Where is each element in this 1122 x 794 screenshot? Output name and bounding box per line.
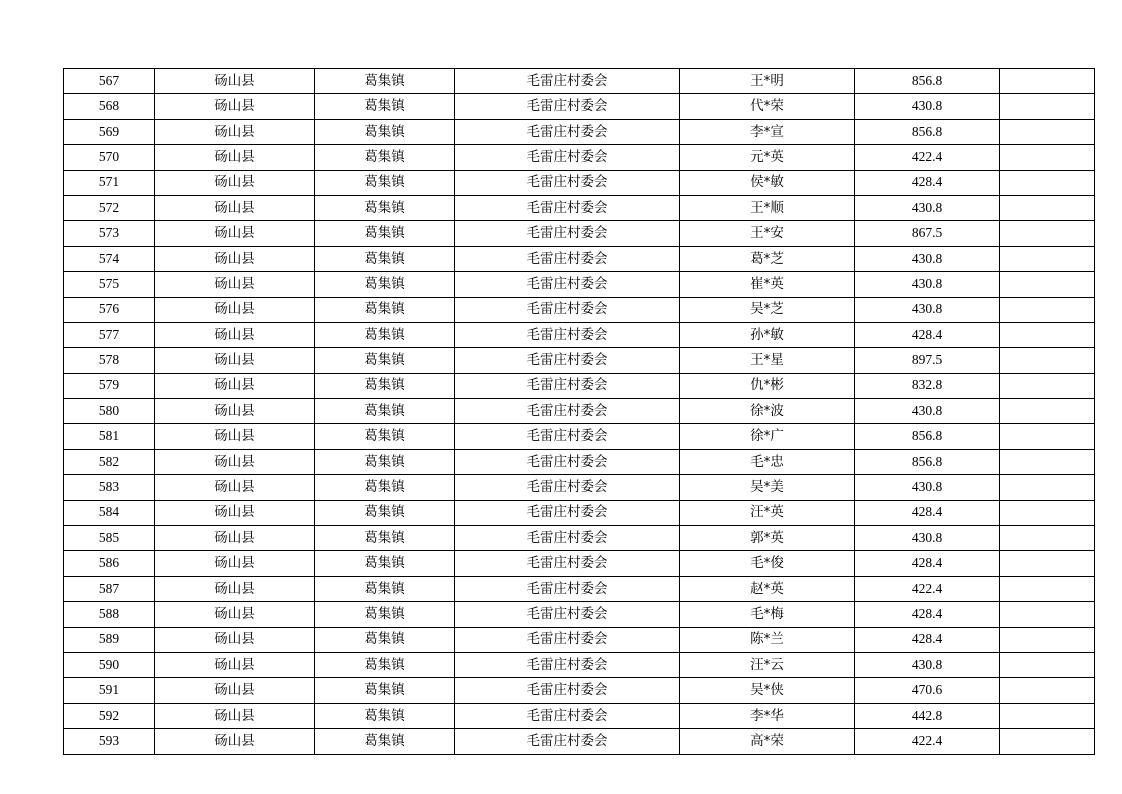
cell-sequence: 590: [64, 652, 155, 677]
cell-county: 砀山县: [155, 703, 315, 728]
cell-county: 砀山县: [155, 373, 315, 398]
cell-town: 葛集镇: [315, 145, 455, 170]
cell-name: 代*荣: [680, 94, 855, 119]
table-row: [64, 195, 1095, 220]
cell-amount: 430.8: [855, 94, 1000, 119]
cell-amount: 428.4: [855, 627, 1000, 652]
cell-county: 砀山县: [155, 424, 315, 449]
cell-county: 砀山县: [155, 94, 315, 119]
cell-county: 砀山县: [155, 221, 315, 246]
table-row: [64, 627, 1095, 652]
table-row: [64, 526, 1095, 551]
cell-sequence: 583: [64, 475, 155, 500]
cell-name: 郭*英: [680, 526, 855, 551]
cell-county: 砀山县: [155, 500, 315, 525]
cell-sequence: 589: [64, 627, 155, 652]
cell-town: 葛集镇: [315, 500, 455, 525]
cell-amount: 430.8: [855, 272, 1000, 297]
table-row: [64, 551, 1095, 576]
cell-village: 毛雷庄村委会: [455, 627, 680, 652]
cell-sequence: 588: [64, 602, 155, 627]
cell-village: 毛雷庄村委会: [455, 69, 680, 94]
cell-amount: 470.6: [855, 678, 1000, 703]
cell-amount: 428.4: [855, 500, 1000, 525]
table-row: [64, 246, 1095, 271]
table-row: [64, 94, 1095, 119]
table-row: [64, 729, 1095, 754]
cell-town: 葛集镇: [315, 373, 455, 398]
cell-sequence: 584: [64, 500, 155, 525]
cell-blank: [1000, 297, 1095, 322]
cell-blank: [1000, 195, 1095, 220]
cell-county: 砀山县: [155, 348, 315, 373]
cell-sequence: 571: [64, 170, 155, 195]
cell-town: 葛集镇: [315, 246, 455, 271]
cell-village: 毛雷庄村委会: [455, 424, 680, 449]
cell-village: 毛雷庄村委会: [455, 399, 680, 424]
cell-name: 高*荣: [680, 729, 855, 754]
cell-village: 毛雷庄村委会: [455, 602, 680, 627]
table-row: [64, 69, 1095, 94]
cell-village: 毛雷庄村委会: [455, 729, 680, 754]
cell-name: 王*安: [680, 221, 855, 246]
cell-blank: [1000, 729, 1095, 754]
table-row: [64, 145, 1095, 170]
cell-amount: 430.8: [855, 399, 1000, 424]
cell-name: 李*华: [680, 703, 855, 728]
cell-blank: [1000, 652, 1095, 677]
cell-village: 毛雷庄村委会: [455, 678, 680, 703]
table-row: [64, 449, 1095, 474]
cell-sequence: 587: [64, 576, 155, 601]
cell-amount: 430.8: [855, 246, 1000, 271]
cell-town: 葛集镇: [315, 322, 455, 347]
table-row: [64, 170, 1095, 195]
cell-county: 砀山县: [155, 145, 315, 170]
cell-village: 毛雷庄村委会: [455, 652, 680, 677]
cell-county: 砀山县: [155, 69, 315, 94]
cell-county: 砀山县: [155, 652, 315, 677]
cell-village: 毛雷庄村委会: [455, 703, 680, 728]
cell-county: 砀山县: [155, 551, 315, 576]
cell-county: 砀山县: [155, 449, 315, 474]
cell-name: 徐*波: [680, 399, 855, 424]
cell-town: 葛集镇: [315, 627, 455, 652]
cell-name: 毛*梅: [680, 602, 855, 627]
cell-sequence: 581: [64, 424, 155, 449]
cell-town: 葛集镇: [315, 602, 455, 627]
cell-sequence: 570: [64, 145, 155, 170]
cell-blank: [1000, 221, 1095, 246]
cell-town: 葛集镇: [315, 94, 455, 119]
cell-village: 毛雷庄村委会: [455, 246, 680, 271]
table-row: [64, 373, 1095, 398]
cell-amount: 430.8: [855, 297, 1000, 322]
cell-blank: [1000, 272, 1095, 297]
cell-town: 葛集镇: [315, 551, 455, 576]
cell-town: 葛集镇: [315, 678, 455, 703]
cell-name: 陈*兰: [680, 627, 855, 652]
subsidy-table: [63, 68, 1095, 755]
cell-amount: 856.8: [855, 69, 1000, 94]
cell-county: 砀山县: [155, 602, 315, 627]
cell-village: 毛雷庄村委会: [455, 221, 680, 246]
cell-blank: [1000, 678, 1095, 703]
cell-county: 砀山县: [155, 729, 315, 754]
cell-village: 毛雷庄村委会: [455, 94, 680, 119]
cell-blank: [1000, 322, 1095, 347]
cell-sequence: 585: [64, 526, 155, 551]
cell-blank: [1000, 703, 1095, 728]
cell-town: 葛集镇: [315, 729, 455, 754]
cell-blank: [1000, 551, 1095, 576]
cell-county: 砀山县: [155, 170, 315, 195]
cell-blank: [1000, 602, 1095, 627]
cell-blank: [1000, 69, 1095, 94]
cell-county: 砀山县: [155, 576, 315, 601]
cell-blank: [1000, 449, 1095, 474]
cell-sequence: 592: [64, 703, 155, 728]
table-row: [64, 652, 1095, 677]
cell-town: 葛集镇: [315, 703, 455, 728]
cell-amount: 422.4: [855, 145, 1000, 170]
cell-name: 元*英: [680, 145, 855, 170]
cell-name: 毛*俊: [680, 551, 855, 576]
table-row: [64, 119, 1095, 144]
cell-sequence: 591: [64, 678, 155, 703]
table-row: [64, 297, 1095, 322]
cell-sequence: 586: [64, 551, 155, 576]
cell-amount: 428.4: [855, 170, 1000, 195]
cell-county: 砀山县: [155, 678, 315, 703]
cell-blank: [1000, 526, 1095, 551]
cell-village: 毛雷庄村委会: [455, 449, 680, 474]
cell-name: 崔*英: [680, 272, 855, 297]
cell-town: 葛集镇: [315, 424, 455, 449]
table-body: [64, 69, 1095, 755]
cell-sequence: 569: [64, 119, 155, 144]
cell-blank: [1000, 627, 1095, 652]
cell-blank: [1000, 424, 1095, 449]
cell-amount: 856.8: [855, 449, 1000, 474]
cell-blank: [1000, 373, 1095, 398]
cell-village: 毛雷庄村委会: [455, 526, 680, 551]
cell-amount: 832.8: [855, 373, 1000, 398]
cell-amount: 430.8: [855, 652, 1000, 677]
cell-town: 葛集镇: [315, 399, 455, 424]
table-row: [64, 399, 1095, 424]
cell-sequence: 582: [64, 449, 155, 474]
table-row: [64, 272, 1095, 297]
cell-amount: 422.4: [855, 576, 1000, 601]
cell-amount: 897.5: [855, 348, 1000, 373]
cell-name: 徐*广: [680, 424, 855, 449]
cell-name: 王*顺: [680, 195, 855, 220]
cell-county: 砀山县: [155, 475, 315, 500]
cell-village: 毛雷庄村委会: [455, 322, 680, 347]
cell-name: 侯*敏: [680, 170, 855, 195]
cell-amount: 430.8: [855, 195, 1000, 220]
cell-town: 葛集镇: [315, 119, 455, 144]
cell-amount: 430.8: [855, 526, 1000, 551]
cell-sequence: 567: [64, 69, 155, 94]
cell-village: 毛雷庄村委会: [455, 373, 680, 398]
cell-amount: 428.4: [855, 322, 1000, 347]
cell-name: 仇*彬: [680, 373, 855, 398]
cell-amount: 442.8: [855, 703, 1000, 728]
cell-blank: [1000, 94, 1095, 119]
cell-village: 毛雷庄村委会: [455, 195, 680, 220]
cell-village: 毛雷庄村委会: [455, 119, 680, 144]
cell-county: 砀山县: [155, 119, 315, 144]
cell-blank: [1000, 475, 1095, 500]
cell-town: 葛集镇: [315, 449, 455, 474]
cell-village: 毛雷庄村委会: [455, 500, 680, 525]
table-container: [63, 68, 1059, 755]
cell-town: 葛集镇: [315, 652, 455, 677]
cell-sequence: 572: [64, 195, 155, 220]
cell-name: 吴*芝: [680, 297, 855, 322]
cell-blank: [1000, 348, 1095, 373]
cell-sequence: 568: [64, 94, 155, 119]
cell-village: 毛雷庄村委会: [455, 475, 680, 500]
cell-sequence: 575: [64, 272, 155, 297]
cell-blank: [1000, 500, 1095, 525]
cell-name: 李*宣: [680, 119, 855, 144]
cell-village: 毛雷庄村委会: [455, 348, 680, 373]
cell-blank: [1000, 576, 1095, 601]
cell-name: 王*星: [680, 348, 855, 373]
cell-town: 葛集镇: [315, 272, 455, 297]
cell-name: 吴*侠: [680, 678, 855, 703]
cell-town: 葛集镇: [315, 475, 455, 500]
cell-town: 葛集镇: [315, 195, 455, 220]
cell-town: 葛集镇: [315, 297, 455, 322]
cell-town: 葛集镇: [315, 221, 455, 246]
cell-town: 葛集镇: [315, 526, 455, 551]
cell-sequence: 574: [64, 246, 155, 271]
table-row: [64, 576, 1095, 601]
cell-amount: 428.4: [855, 551, 1000, 576]
cell-sequence: 577: [64, 322, 155, 347]
table-row: [64, 703, 1095, 728]
cell-blank: [1000, 145, 1095, 170]
cell-sequence: 573: [64, 221, 155, 246]
cell-town: 葛集镇: [315, 348, 455, 373]
cell-village: 毛雷庄村委会: [455, 170, 680, 195]
cell-blank: [1000, 170, 1095, 195]
cell-amount: 422.4: [855, 729, 1000, 754]
cell-amount: 428.4: [855, 602, 1000, 627]
table-row: [64, 322, 1095, 347]
cell-name: 汪*云: [680, 652, 855, 677]
cell-village: 毛雷庄村委会: [455, 297, 680, 322]
cell-village: 毛雷庄村委会: [455, 551, 680, 576]
cell-sequence: 593: [64, 729, 155, 754]
cell-name: 吴*美: [680, 475, 855, 500]
cell-sequence: 578: [64, 348, 155, 373]
table-row: [64, 602, 1095, 627]
cell-county: 砀山县: [155, 297, 315, 322]
cell-amount: 856.8: [855, 424, 1000, 449]
cell-county: 砀山县: [155, 246, 315, 271]
cell-county: 砀山县: [155, 195, 315, 220]
cell-county: 砀山县: [155, 322, 315, 347]
table-row: [64, 475, 1095, 500]
cell-sequence: 576: [64, 297, 155, 322]
table-row: [64, 221, 1095, 246]
cell-name: 孙*敏: [680, 322, 855, 347]
cell-town: 葛集镇: [315, 69, 455, 94]
cell-name: 赵*英: [680, 576, 855, 601]
table-row: [64, 678, 1095, 703]
cell-county: 砀山县: [155, 627, 315, 652]
cell-county: 砀山县: [155, 526, 315, 551]
cell-village: 毛雷庄村委会: [455, 272, 680, 297]
cell-name: 王*明: [680, 69, 855, 94]
cell-village: 毛雷庄村委会: [455, 576, 680, 601]
cell-county: 砀山县: [155, 399, 315, 424]
table-row: [64, 348, 1095, 373]
cell-amount: 867.5: [855, 221, 1000, 246]
cell-name: 毛*忠: [680, 449, 855, 474]
cell-town: 葛集镇: [315, 170, 455, 195]
cell-sequence: 580: [64, 399, 155, 424]
table-row: [64, 424, 1095, 449]
cell-village: 毛雷庄村委会: [455, 145, 680, 170]
cell-county: 砀山县: [155, 272, 315, 297]
cell-sequence: 579: [64, 373, 155, 398]
cell-blank: [1000, 119, 1095, 144]
cell-amount: 430.8: [855, 475, 1000, 500]
cell-name: 汪*英: [680, 500, 855, 525]
cell-town: 葛集镇: [315, 576, 455, 601]
cell-blank: [1000, 246, 1095, 271]
cell-name: 葛*芝: [680, 246, 855, 271]
cell-amount: 856.8: [855, 119, 1000, 144]
cell-blank: [1000, 399, 1095, 424]
table-row: [64, 500, 1095, 525]
